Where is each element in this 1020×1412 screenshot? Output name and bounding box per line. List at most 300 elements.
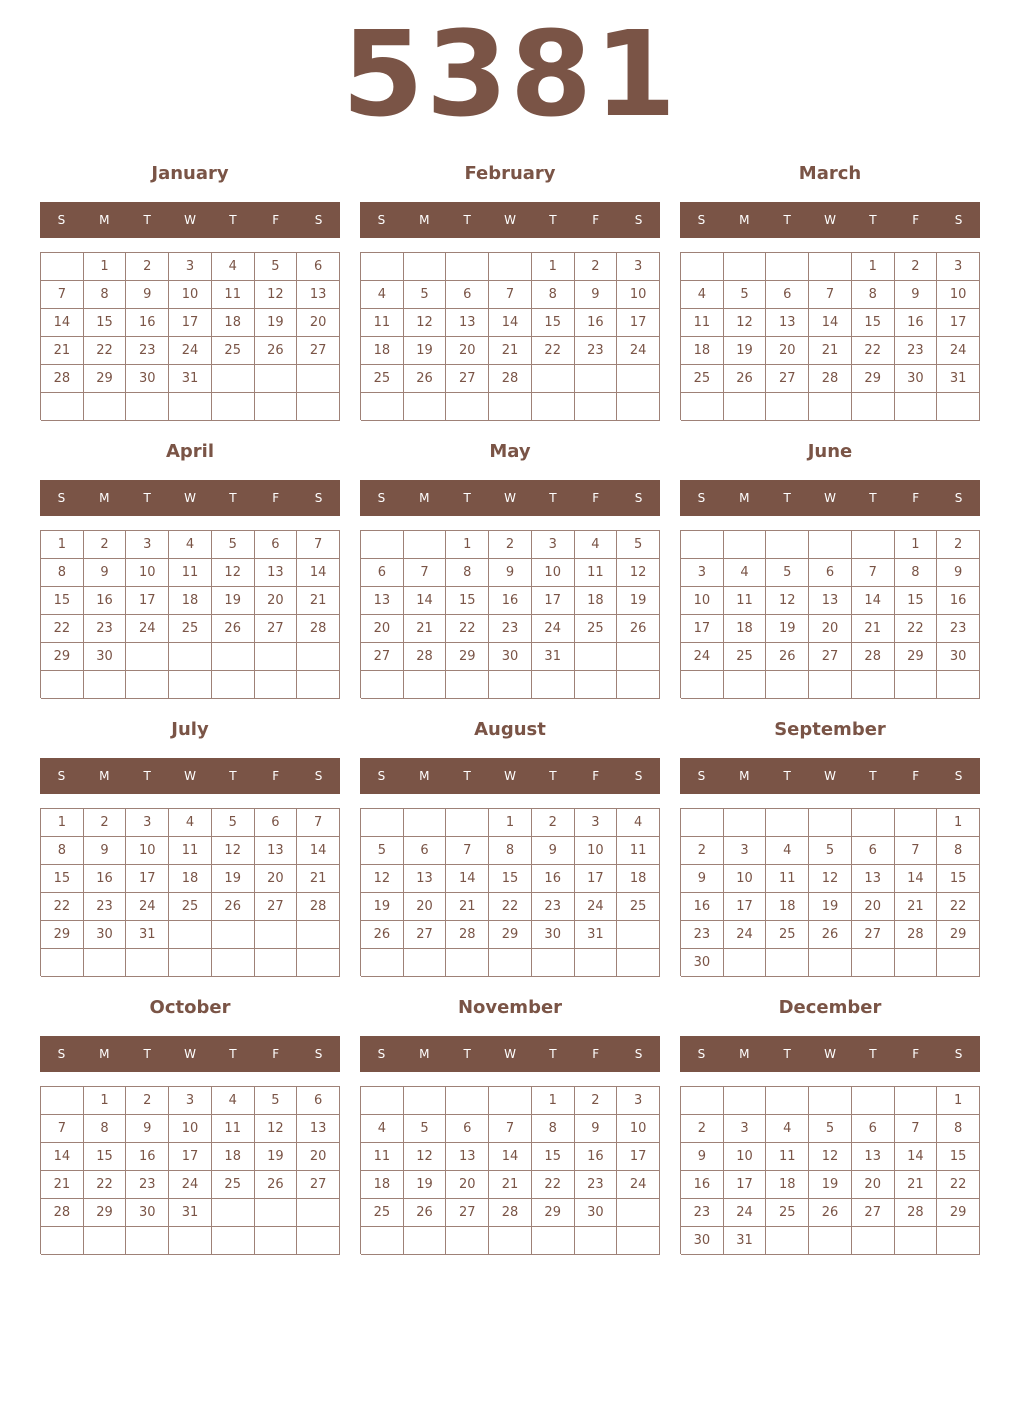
day-cell[interactable]: 1	[446, 531, 489, 559]
day-cell[interactable]: 9	[681, 865, 724, 893]
day-cell[interactable]: 23	[489, 615, 532, 643]
day-cell[interactable]: 30	[126, 1199, 169, 1227]
day-cell[interactable]: 29	[532, 1199, 575, 1227]
day-cell[interactable]: 22	[532, 1171, 575, 1199]
day-cell[interactable]: 8	[895, 559, 938, 587]
day-cell[interactable]: 24	[575, 893, 618, 921]
day-cell[interactable]: 13	[446, 309, 489, 337]
day-cell[interactable]: 21	[41, 337, 84, 365]
day-cell[interactable]: 3	[724, 837, 767, 865]
day-cell[interactable]: 30	[126, 365, 169, 393]
day-cell[interactable]: 22	[446, 615, 489, 643]
day-cell[interactable]: 19	[724, 337, 767, 365]
day-cell[interactable]: 28	[895, 1199, 938, 1227]
day-cell[interactable]: 24	[617, 1171, 660, 1199]
day-cell[interactable]: 30	[681, 949, 724, 977]
day-cell[interactable]: 28	[404, 643, 447, 671]
day-cell[interactable]: 30	[84, 643, 127, 671]
day-cell[interactable]: 14	[895, 1143, 938, 1171]
day-cell[interactable]: 23	[84, 893, 127, 921]
day-cell[interactable]: 5	[809, 1115, 852, 1143]
day-cell[interactable]: 31	[169, 365, 212, 393]
day-cell[interactable]: 1	[84, 253, 127, 281]
day-cell[interactable]: 27	[852, 1199, 895, 1227]
day-cell[interactable]: 12	[404, 309, 447, 337]
day-cell[interactable]: 2	[575, 253, 618, 281]
day-cell[interactable]: 27	[255, 893, 298, 921]
day-cell[interactable]: 17	[575, 865, 618, 893]
day-cell[interactable]: 4	[361, 1115, 404, 1143]
day-cell[interactable]: 10	[169, 1115, 212, 1143]
day-cell[interactable]: 14	[852, 587, 895, 615]
day-cell[interactable]: 15	[41, 587, 84, 615]
day-cell[interactable]: 18	[617, 865, 660, 893]
day-cell[interactable]: 4	[617, 809, 660, 837]
day-cell[interactable]: 8	[489, 837, 532, 865]
day-cell[interactable]: 25	[361, 365, 404, 393]
day-cell[interactable]: 2	[895, 253, 938, 281]
day-cell[interactable]: 26	[255, 337, 298, 365]
day-cell[interactable]: 21	[895, 1171, 938, 1199]
day-cell[interactable]: 5	[724, 281, 767, 309]
day-cell[interactable]: 23	[84, 615, 127, 643]
day-cell[interactable]: 27	[255, 615, 298, 643]
day-cell[interactable]: 17	[126, 587, 169, 615]
day-cell[interactable]: 10	[532, 559, 575, 587]
day-cell[interactable]: 8	[41, 837, 84, 865]
day-cell[interactable]: 20	[852, 1171, 895, 1199]
day-cell[interactable]: 16	[575, 309, 618, 337]
day-cell[interactable]: 28	[41, 1199, 84, 1227]
day-cell[interactable]: 24	[937, 337, 980, 365]
day-cell[interactable]: 26	[212, 615, 255, 643]
day-cell[interactable]: 9	[575, 1115, 618, 1143]
day-cell[interactable]: 25	[766, 1199, 809, 1227]
day-cell[interactable]: 20	[766, 337, 809, 365]
day-cell[interactable]: 29	[852, 365, 895, 393]
day-cell[interactable]: 8	[84, 281, 127, 309]
day-cell[interactable]: 4	[169, 809, 212, 837]
day-cell[interactable]: 23	[681, 921, 724, 949]
day-cell[interactable]: 11	[575, 559, 618, 587]
day-cell[interactable]: 22	[895, 615, 938, 643]
day-cell[interactable]: 25	[169, 615, 212, 643]
day-cell[interactable]: 12	[212, 837, 255, 865]
day-cell[interactable]: 9	[937, 559, 980, 587]
day-cell[interactable]: 30	[489, 643, 532, 671]
day-cell[interactable]: 24	[126, 615, 169, 643]
day-cell[interactable]: 1	[852, 253, 895, 281]
day-cell[interactable]: 13	[852, 1143, 895, 1171]
day-cell[interactable]: 27	[852, 921, 895, 949]
day-cell[interactable]: 14	[297, 559, 340, 587]
day-cell[interactable]: 22	[937, 893, 980, 921]
day-cell[interactable]: 30	[681, 1227, 724, 1255]
day-cell[interactable]: 20	[446, 337, 489, 365]
day-cell[interactable]: 23	[575, 1171, 618, 1199]
day-cell[interactable]: 29	[895, 643, 938, 671]
day-cell[interactable]: 13	[255, 559, 298, 587]
day-cell[interactable]: 15	[84, 309, 127, 337]
day-cell[interactable]: 1	[41, 809, 84, 837]
day-cell[interactable]: 11	[766, 865, 809, 893]
day-cell[interactable]: 24	[724, 921, 767, 949]
day-cell[interactable]: 15	[937, 865, 980, 893]
day-cell[interactable]: 19	[361, 893, 404, 921]
day-cell[interactable]: 28	[895, 921, 938, 949]
day-cell[interactable]: 19	[766, 615, 809, 643]
day-cell[interactable]: 12	[809, 865, 852, 893]
day-cell[interactable]: 25	[212, 1171, 255, 1199]
day-cell[interactable]: 6	[297, 1087, 340, 1115]
day-cell[interactable]: 20	[255, 865, 298, 893]
day-cell[interactable]: 2	[126, 1087, 169, 1115]
day-cell[interactable]: 14	[41, 309, 84, 337]
day-cell[interactable]: 24	[169, 1171, 212, 1199]
day-cell[interactable]: 16	[489, 587, 532, 615]
day-cell[interactable]: 7	[852, 559, 895, 587]
day-cell[interactable]: 12	[724, 309, 767, 337]
day-cell[interactable]: 9	[84, 559, 127, 587]
day-cell[interactable]: 17	[724, 1171, 767, 1199]
day-cell[interactable]: 6	[255, 531, 298, 559]
day-cell[interactable]: 11	[212, 1115, 255, 1143]
day-cell[interactable]: 16	[575, 1143, 618, 1171]
day-cell[interactable]: 1	[41, 531, 84, 559]
day-cell[interactable]: 13	[446, 1143, 489, 1171]
day-cell[interactable]: 28	[297, 893, 340, 921]
day-cell[interactable]: 28	[489, 1199, 532, 1227]
day-cell[interactable]: 29	[937, 921, 980, 949]
day-cell[interactable]: 15	[84, 1143, 127, 1171]
day-cell[interactable]: 22	[41, 615, 84, 643]
day-cell[interactable]: 21	[297, 587, 340, 615]
day-cell[interactable]: 17	[724, 893, 767, 921]
day-cell[interactable]: 27	[404, 921, 447, 949]
day-cell[interactable]: 14	[489, 1143, 532, 1171]
day-cell[interactable]: 13	[766, 309, 809, 337]
day-cell[interactable]: 21	[895, 893, 938, 921]
day-cell[interactable]: 23	[575, 337, 618, 365]
day-cell[interactable]: 21	[489, 1171, 532, 1199]
day-cell[interactable]: 26	[809, 921, 852, 949]
day-cell[interactable]: 11	[361, 309, 404, 337]
day-cell[interactable]: 22	[41, 893, 84, 921]
day-cell[interactable]: 21	[852, 615, 895, 643]
day-cell[interactable]: 24	[724, 1199, 767, 1227]
day-cell[interactable]: 15	[895, 587, 938, 615]
day-cell[interactable]: 4	[212, 253, 255, 281]
day-cell[interactable]: 11	[169, 837, 212, 865]
day-cell[interactable]: 23	[681, 1199, 724, 1227]
day-cell[interactable]: 11	[169, 559, 212, 587]
day-cell[interactable]: 7	[489, 1115, 532, 1143]
day-cell[interactable]: 24	[126, 893, 169, 921]
day-cell[interactable]: 22	[532, 337, 575, 365]
day-cell[interactable]: 20	[404, 893, 447, 921]
day-cell[interactable]: 9	[532, 837, 575, 865]
day-cell[interactable]: 19	[809, 893, 852, 921]
day-cell[interactable]: 25	[361, 1199, 404, 1227]
day-cell[interactable]: 31	[532, 643, 575, 671]
day-cell[interactable]: 26	[361, 921, 404, 949]
day-cell[interactable]: 1	[532, 253, 575, 281]
day-cell[interactable]: 16	[532, 865, 575, 893]
day-cell[interactable]: 15	[446, 587, 489, 615]
day-cell[interactable]: 25	[575, 615, 618, 643]
day-cell[interactable]: 6	[446, 281, 489, 309]
day-cell[interactable]: 12	[809, 1143, 852, 1171]
day-cell[interactable]: 10	[617, 281, 660, 309]
day-cell[interactable]: 20	[852, 893, 895, 921]
day-cell[interactable]: 25	[617, 893, 660, 921]
day-cell[interactable]: 24	[617, 337, 660, 365]
day-cell[interactable]: 18	[361, 1171, 404, 1199]
day-cell[interactable]: 7	[297, 809, 340, 837]
day-cell[interactable]: 3	[937, 253, 980, 281]
day-cell[interactable]: 8	[532, 281, 575, 309]
day-cell[interactable]: 31	[724, 1227, 767, 1255]
day-cell[interactable]: 27	[297, 337, 340, 365]
day-cell[interactable]: 14	[489, 309, 532, 337]
day-cell[interactable]: 26	[766, 643, 809, 671]
day-cell[interactable]: 13	[852, 865, 895, 893]
day-cell[interactable]: 26	[724, 365, 767, 393]
day-cell[interactable]: 23	[895, 337, 938, 365]
day-cell[interactable]: 8	[84, 1115, 127, 1143]
day-cell[interactable]: 6	[297, 253, 340, 281]
day-cell[interactable]: 6	[361, 559, 404, 587]
day-cell[interactable]: 28	[489, 365, 532, 393]
day-cell[interactable]: 18	[361, 337, 404, 365]
day-cell[interactable]: 9	[575, 281, 618, 309]
day-cell[interactable]: 14	[809, 309, 852, 337]
day-cell[interactable]: 31	[169, 1199, 212, 1227]
day-cell[interactable]: 4	[575, 531, 618, 559]
day-cell[interactable]: 2	[84, 809, 127, 837]
day-cell[interactable]: 25	[766, 921, 809, 949]
day-cell[interactable]: 17	[169, 309, 212, 337]
day-cell[interactable]: 7	[446, 837, 489, 865]
day-cell[interactable]: 15	[532, 309, 575, 337]
day-cell[interactable]: 1	[937, 1087, 980, 1115]
day-cell[interactable]: 8	[937, 837, 980, 865]
day-cell[interactable]: 18	[169, 865, 212, 893]
day-cell[interactable]: 25	[212, 337, 255, 365]
day-cell[interactable]: 27	[297, 1171, 340, 1199]
day-cell[interactable]: 17	[617, 1143, 660, 1171]
day-cell[interactable]: 26	[255, 1171, 298, 1199]
day-cell[interactable]: 19	[809, 1171, 852, 1199]
day-cell[interactable]: 5	[361, 837, 404, 865]
day-cell[interactable]: 26	[809, 1199, 852, 1227]
day-cell[interactable]: 10	[617, 1115, 660, 1143]
day-cell[interactable]: 8	[41, 559, 84, 587]
day-cell[interactable]: 17	[126, 865, 169, 893]
day-cell[interactable]: 12	[361, 865, 404, 893]
day-cell[interactable]: 18	[575, 587, 618, 615]
day-cell[interactable]: 14	[297, 837, 340, 865]
day-cell[interactable]: 11	[212, 281, 255, 309]
day-cell[interactable]: 23	[126, 1171, 169, 1199]
day-cell[interactable]: 6	[766, 281, 809, 309]
day-cell[interactable]: 20	[809, 615, 852, 643]
day-cell[interactable]: 9	[681, 1143, 724, 1171]
day-cell[interactable]: 1	[532, 1087, 575, 1115]
day-cell[interactable]: 17	[681, 615, 724, 643]
day-cell[interactable]: 3	[532, 531, 575, 559]
day-cell[interactable]: 16	[681, 893, 724, 921]
day-cell[interactable]: 16	[126, 309, 169, 337]
day-cell[interactable]: 9	[126, 1115, 169, 1143]
day-cell[interactable]: 24	[169, 337, 212, 365]
day-cell[interactable]: 3	[169, 253, 212, 281]
day-cell[interactable]: 8	[937, 1115, 980, 1143]
day-cell[interactable]: 21	[446, 893, 489, 921]
day-cell[interactable]: 10	[937, 281, 980, 309]
day-cell[interactable]: 1	[937, 809, 980, 837]
day-cell[interactable]: 7	[809, 281, 852, 309]
day-cell[interactable]: 11	[681, 309, 724, 337]
day-cell[interactable]: 5	[255, 1087, 298, 1115]
day-cell[interactable]: 7	[895, 1115, 938, 1143]
day-cell[interactable]: 6	[446, 1115, 489, 1143]
day-cell[interactable]: 12	[404, 1143, 447, 1171]
day-cell[interactable]: 10	[169, 281, 212, 309]
day-cell[interactable]: 4	[766, 837, 809, 865]
day-cell[interactable]: 28	[297, 615, 340, 643]
day-cell[interactable]: 7	[41, 1115, 84, 1143]
day-cell[interactable]: 15	[532, 1143, 575, 1171]
day-cell[interactable]: 27	[766, 365, 809, 393]
day-cell[interactable]: 21	[41, 1171, 84, 1199]
day-cell[interactable]: 30	[575, 1199, 618, 1227]
day-cell[interactable]: 29	[84, 1199, 127, 1227]
day-cell[interactable]: 23	[126, 337, 169, 365]
day-cell[interactable]: 6	[809, 559, 852, 587]
day-cell[interactable]: 18	[681, 337, 724, 365]
day-cell[interactable]: 27	[446, 365, 489, 393]
day-cell[interactable]: 4	[681, 281, 724, 309]
day-cell[interactable]: 2	[681, 1115, 724, 1143]
day-cell[interactable]: 16	[937, 587, 980, 615]
day-cell[interactable]: 31	[575, 921, 618, 949]
day-cell[interactable]: 4	[361, 281, 404, 309]
day-cell[interactable]: 15	[489, 865, 532, 893]
day-cell[interactable]: 25	[681, 365, 724, 393]
day-cell[interactable]: 7	[489, 281, 532, 309]
day-cell[interactable]: 26	[404, 1199, 447, 1227]
day-cell[interactable]: 19	[255, 1143, 298, 1171]
day-cell[interactable]: 8	[446, 559, 489, 587]
day-cell[interactable]: 17	[169, 1143, 212, 1171]
day-cell[interactable]: 21	[489, 337, 532, 365]
day-cell[interactable]: 1	[489, 809, 532, 837]
day-cell[interactable]: 22	[84, 337, 127, 365]
day-cell[interactable]: 15	[852, 309, 895, 337]
day-cell[interactable]: 10	[724, 865, 767, 893]
day-cell[interactable]: 12	[255, 281, 298, 309]
day-cell[interactable]: 8	[532, 1115, 575, 1143]
day-cell[interactable]: 17	[937, 309, 980, 337]
day-cell[interactable]: 27	[446, 1199, 489, 1227]
day-cell[interactable]: 9	[126, 281, 169, 309]
day-cell[interactable]: 18	[212, 309, 255, 337]
day-cell[interactable]: 4	[212, 1087, 255, 1115]
day-cell[interactable]: 4	[724, 559, 767, 587]
day-cell[interactable]: 23	[532, 893, 575, 921]
day-cell[interactable]: 1	[895, 531, 938, 559]
day-cell[interactable]: 11	[361, 1143, 404, 1171]
day-cell[interactable]: 5	[255, 253, 298, 281]
day-cell[interactable]: 2	[126, 253, 169, 281]
day-cell[interactable]: 19	[255, 309, 298, 337]
day-cell[interactable]: 28	[41, 365, 84, 393]
day-cell[interactable]: 25	[724, 643, 767, 671]
day-cell[interactable]: 26	[617, 615, 660, 643]
day-cell[interactable]: 16	[895, 309, 938, 337]
day-cell[interactable]: 8	[852, 281, 895, 309]
day-cell[interactable]: 14	[41, 1143, 84, 1171]
day-cell[interactable]: 14	[404, 587, 447, 615]
day-cell[interactable]: 2	[575, 1087, 618, 1115]
day-cell[interactable]: 5	[617, 531, 660, 559]
day-cell[interactable]: 19	[212, 865, 255, 893]
day-cell[interactable]: 20	[255, 587, 298, 615]
day-cell[interactable]: 22	[84, 1171, 127, 1199]
day-cell[interactable]: 3	[617, 253, 660, 281]
day-cell[interactable]: 5	[212, 531, 255, 559]
day-cell[interactable]: 19	[212, 587, 255, 615]
day-cell[interactable]: 22	[852, 337, 895, 365]
day-cell[interactable]: 29	[41, 921, 84, 949]
day-cell[interactable]: 21	[809, 337, 852, 365]
day-cell[interactable]: 4	[766, 1115, 809, 1143]
day-cell[interactable]: 20	[446, 1171, 489, 1199]
day-cell[interactable]: 2	[937, 531, 980, 559]
day-cell[interactable]: 9	[895, 281, 938, 309]
day-cell[interactable]: 12	[766, 587, 809, 615]
day-cell[interactable]: 9	[84, 837, 127, 865]
day-cell[interactable]: 13	[404, 865, 447, 893]
day-cell[interactable]: 10	[126, 837, 169, 865]
day-cell[interactable]: 5	[404, 281, 447, 309]
day-cell[interactable]: 11	[724, 587, 767, 615]
day-cell[interactable]: 14	[895, 865, 938, 893]
day-cell[interactable]: 3	[575, 809, 618, 837]
day-cell[interactable]: 7	[297, 531, 340, 559]
day-cell[interactable]: 10	[126, 559, 169, 587]
day-cell[interactable]: 24	[681, 643, 724, 671]
day-cell[interactable]: 16	[681, 1171, 724, 1199]
day-cell[interactable]: 7	[404, 559, 447, 587]
day-cell[interactable]: 24	[532, 615, 575, 643]
day-cell[interactable]: 11	[617, 837, 660, 865]
day-cell[interactable]: 30	[895, 365, 938, 393]
day-cell[interactable]: 21	[297, 865, 340, 893]
day-cell[interactable]: 29	[489, 921, 532, 949]
day-cell[interactable]: 6	[255, 809, 298, 837]
day-cell[interactable]: 23	[937, 615, 980, 643]
day-cell[interactable]: 3	[126, 809, 169, 837]
day-cell[interactable]: 17	[617, 309, 660, 337]
day-cell[interactable]: 17	[532, 587, 575, 615]
day-cell[interactable]: 29	[937, 1199, 980, 1227]
day-cell[interactable]: 7	[41, 281, 84, 309]
day-cell[interactable]: 28	[852, 643, 895, 671]
day-cell[interactable]: 5	[404, 1115, 447, 1143]
day-cell[interactable]: 22	[489, 893, 532, 921]
